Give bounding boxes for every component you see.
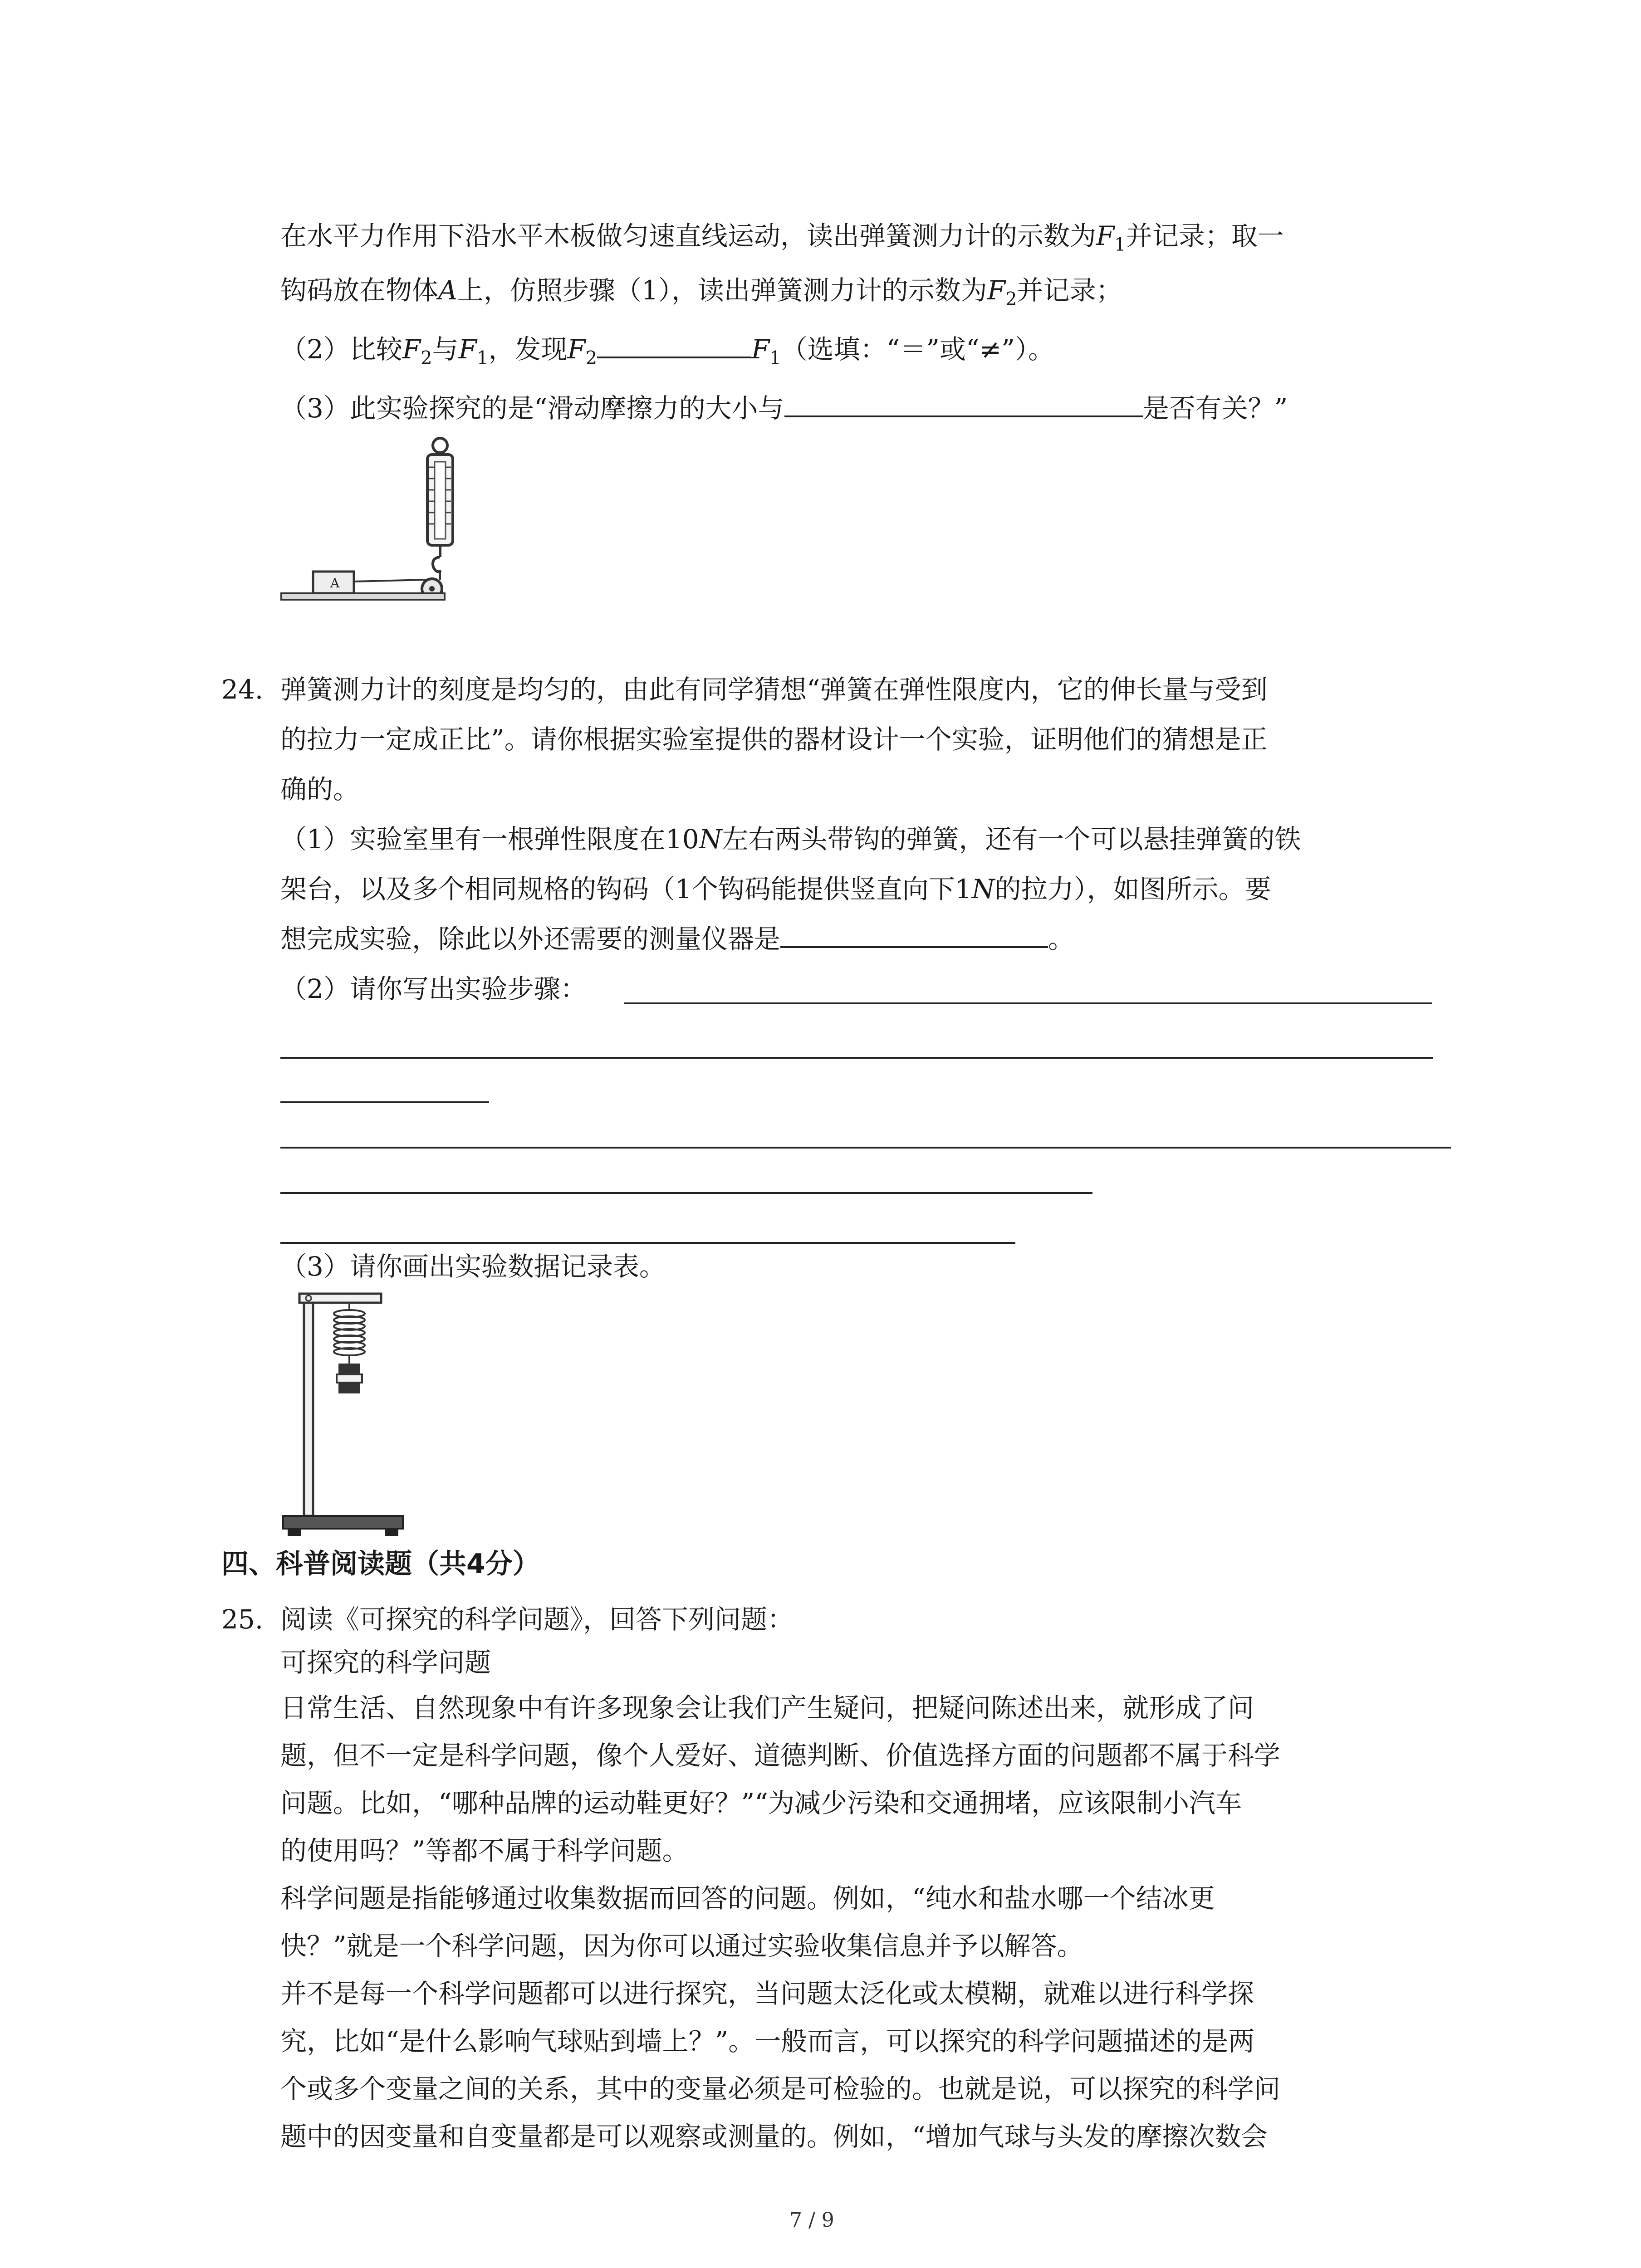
q23-line-1: 在水平力作用下沿水平木板做匀速直线运动，读出弹簧测力计的示数为$F_1$并记录；取一 (280, 220, 1284, 255)
q25-number: 25. (221, 1604, 264, 1635)
answer-line-steps-2[interactable] (280, 1057, 1433, 1059)
answer-line-steps-5[interactable] (280, 1192, 1092, 1194)
hooked-weights (337, 1364, 362, 1393)
section-4-title: 四、科普阅读题（共4分） (221, 1548, 540, 1580)
q25-para3-line-3: 个或多个变量之间的关系，其中的变量必须是可检验的。也就是说，可以探究的科学问 (280, 2073, 1281, 2104)
q24-stem-line-2: 的拉力一定成正比”。请你根据实验室提供的器材设计一个实验，证明他们的猜想是正 (280, 724, 1268, 755)
answer-line-steps-6[interactable] (280, 1242, 1015, 1244)
q23-part-3: （3）此实验探究的是“滑动摩擦力的大小与 是否有关？” (280, 393, 1288, 424)
q25-para2-line-2: 快？”就是一个科学问题，因为你可以通过实验收集信息并予以解答。 (280, 1931, 1083, 1961)
q24-part-2: （2）请你写出实验步骤： (280, 973, 587, 1004)
q23-line-2: 钩码放在物体A上，仿照步骤（1），读出弹簧测力计的示数为$F_2$并记录； (280, 275, 1122, 310)
q25-para1-line-3: 问题。比如，“哪种品牌的运动鞋更好？”“为减少污染和交通拥堵，应该限制小汽车 (280, 1788, 1242, 1818)
q25-para3-line-1: 并不是每一个科学问题都可以进行探究，当问题太泛化或太模糊，就难以进行科学探 (280, 1978, 1254, 2009)
q24-part-1-line-2: 架台，以及多个相同规格的钩码（1个钩码能提供竖直向下1N的拉力），如图所示。要 (280, 874, 1271, 904)
q25-para1-line-2: 题，但不一定是科学问题，像个人爱好、道德判断、价值选择方面的问题都不属于科学 (280, 1740, 1281, 1771)
q23-part-2: （2）比较$F_2$与$F_1$，发现$F_2$ $F_1$（选填：“＝”或“≠”）。 (280, 334, 1054, 369)
page-number: 7 / 9 (789, 2209, 834, 2232)
answer-line-steps-3[interactable] (280, 1101, 489, 1103)
q25-para1-line-4: 的使用吗？”等都不属于科学问题。 (280, 1835, 689, 1866)
q25-para3-line-4: 题中的因变量和自变量都是可以观察或测量的。例如，“增加气球与头发的摩擦次数会 (280, 2121, 1268, 2152)
wooden-board (281, 593, 445, 600)
q24-part-1-line-3: 想完成实验，除此以外还需要的测量仪器是 。 (280, 924, 1075, 954)
q24-part-1-line-1: （1）实验室里有一根弹性限度在10N左右两头带钩的弹簧，还有一个可以悬挂弹簧的铁 (280, 824, 1301, 855)
answer-line-steps-1[interactable] (624, 1002, 1432, 1004)
answer-blank-instrument[interactable] (780, 924, 1048, 948)
friction-experiment-figure (277, 435, 495, 617)
q25-para1-line-1: 日常生活、自然现象中有许多现象会让我们产生疑问，把疑问陈述出来，就形成了问 (280, 1692, 1254, 1723)
q25-para2-line-1: 科学问题是指能够通过收集数据而回答的问题。例如，“纯水和盐水哪一个结冰更 (280, 1883, 1215, 1914)
answer-line-steps-4[interactable] (280, 1147, 1451, 1149)
stand-rod (304, 1303, 313, 1516)
spring (334, 1310, 365, 1355)
answer-blank-compare[interactable] (597, 334, 751, 358)
q24-part-3: （3）请你画出实验数据记录表。 (280, 1251, 666, 1282)
block-a-label: A (330, 576, 340, 591)
q25-para3-line-2: 究，比如“是什么影响气球贴到墙上？”。一般而言，可以探究的科学问题描述的是两 (280, 2026, 1255, 2057)
iron-stand-figure (277, 1288, 413, 1542)
q24-stem-line-3: 确的。 (280, 774, 360, 805)
stand-base (283, 1516, 403, 1529)
q25-article-title: 可探究的科学问题 (280, 1647, 491, 1678)
scale-ring (433, 438, 447, 453)
scale-hook (433, 557, 441, 572)
q25-intro: 阅读《可探究的科学问题》，回答下列问题： (280, 1604, 794, 1635)
q24-stem-line-1: 弹簧测力计的刻度是均匀的，由此有同学猜想“弹簧在弹性限度内，它的伸长量与受到 (280, 674, 1268, 705)
answer-blank-factor[interactable] (784, 393, 1143, 417)
q24-number: 24. (221, 674, 264, 705)
